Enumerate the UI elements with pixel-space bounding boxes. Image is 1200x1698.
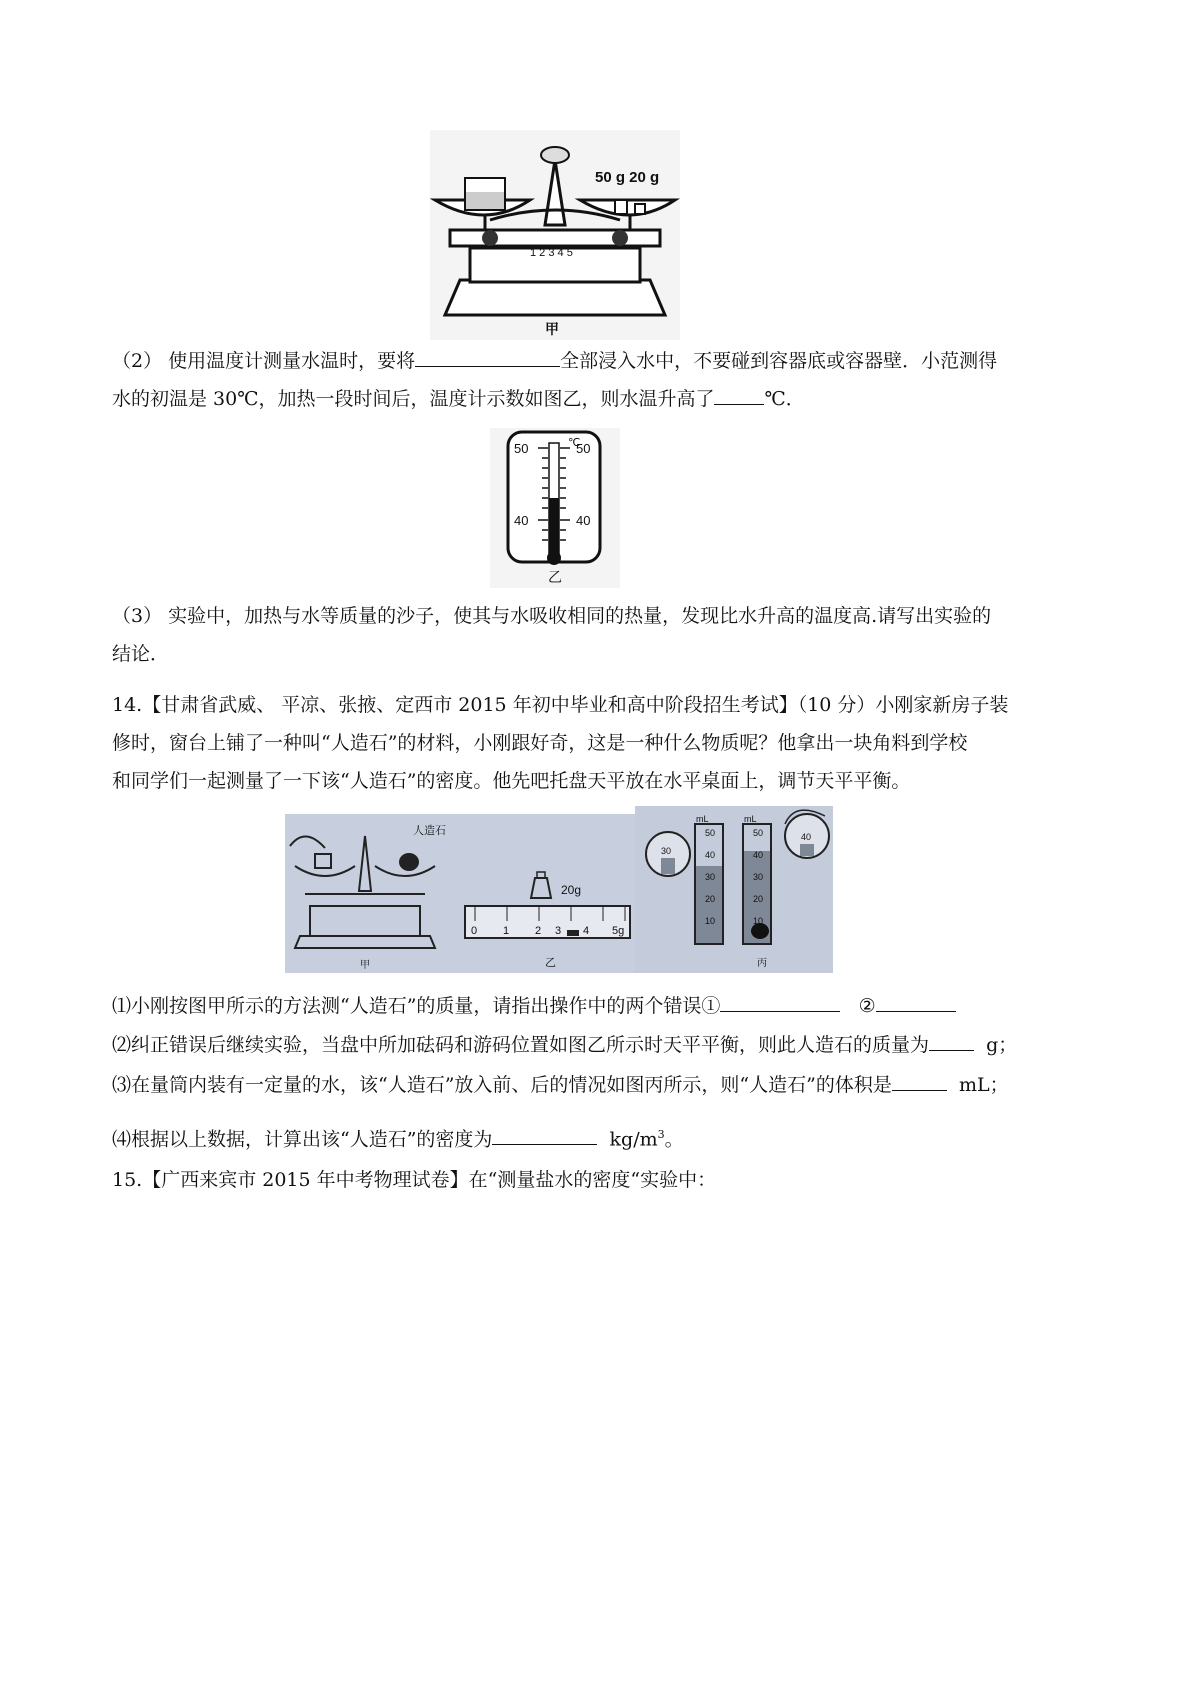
figure-q14-experiment [285, 806, 833, 973]
caption-q14-yi: 乙 [545, 956, 556, 969]
ruler-tick-0: 0 [471, 925, 478, 937]
ruler-tick-1: 1 [503, 925, 510, 937]
q14-line2: 修时，窗台上铺了一种叫“人造石”的材料，小刚跟好奇，这是一种什么物质呢？他拿出一块角料到学校 [112, 732, 968, 754]
q14-sub4: ⑷根据以上数据，计算出该“人造石”的密度为 $kg/m^3$。 [112, 1128, 684, 1151]
thermo-unit: ℃ [568, 436, 581, 449]
answer-blank-density[interactable] [492, 1126, 597, 1145]
ruler-tick-5g: 5g [612, 925, 625, 937]
thermo-tick-50-right: 50 [576, 441, 591, 456]
cyl-right-tick-10: 10 [753, 916, 764, 926]
q13-2-line1: （2） 使用温度计测量水温时，要将 全部浸入水中，不要碰到容器底或容器壁．小范测得 [112, 350, 998, 372]
q15-line1: 15.【广西来宾市 2015 年中考物理试卷】在“测量盐水的密度“实验中： [112, 1169, 717, 1191]
cyl-left-tick-10: 10 [705, 916, 716, 926]
cyl-unit-left: mL [696, 814, 709, 824]
thermo-tick-50-left: 50 [514, 441, 529, 456]
answer-blank-mass[interactable] [929, 1032, 974, 1051]
cyl-left-tick-20: 20 [705, 894, 716, 904]
answer-blank-error-1[interactable] [720, 993, 840, 1012]
scale-numbers: 1 2 3 4 5 [530, 247, 573, 259]
q14-line1: 14.【甘肃省武威、 平凉、张掖、定西市 2015 年初中毕业和高中阶段招生考试】（10 分）小刚家新房子装 [112, 694, 1009, 716]
q13-3-line2: 结论． [112, 643, 170, 665]
caption-q14-bing: 丙 [757, 958, 767, 969]
cyl-right-tick-50: 50 [753, 828, 764, 838]
q13-2-line2: 水的初温是 30℃，加热一段时间后，温度计示数如图乙，则水温升高了 ℃． [112, 388, 805, 410]
zoom-right-40: 40 [801, 832, 812, 842]
weights-label: 50 g 20 g [595, 169, 660, 186]
answer-blank-temp-rise[interactable] [714, 386, 764, 405]
q14-sub2: ⑵纠正错误后继续实验，当盘中所加砝码和游码位置如图乙所示时天平平衡，则此人造石的质量为 g； [112, 1034, 1018, 1056]
cyl-left-tick-40: 40 [705, 850, 716, 860]
cyl-left-tick-30: 30 [705, 872, 716, 882]
answer-blank-volume[interactable] [892, 1072, 947, 1091]
ruler-tick-4: 4 [583, 925, 590, 937]
figure-balance-jia [430, 130, 680, 340]
q13-3-line1: （3） 实验中，加热与水等质量的沙子，使其与水吸收相同的热量，发现比水升高的温度高.请写出实验的 [112, 605, 992, 627]
cyl-right-tick-30: 30 [753, 872, 764, 882]
cyl-unit-right: mL [744, 814, 757, 824]
cyl-right-tick-20: 20 [753, 894, 764, 904]
q14-line3: 和同学们一起测量了一下该“人造石”的密度。他先吧托盘天平放在水平桌面上，调节天平平衡。 [112, 770, 911, 792]
answer-blank-part[interactable] [415, 348, 560, 367]
caption-q14-jia: 甲 [360, 960, 370, 971]
ruler-tick-2: 2 [535, 925, 542, 937]
ruler-tick-3: 3 [555, 925, 562, 937]
q14-sub3: ⑶在量筒内装有一定量的水，该“人造石”放入前、后的情况如图丙所示，则“人造石”的体积是 mL； [112, 1074, 1009, 1096]
q14-sub1: ⑴小刚按图甲所示的方法测“人造石”的质量，请指出操作中的两个错误① ② [112, 993, 956, 1019]
stone-label: 人造石 [413, 824, 446, 837]
cyl-left-tick-50: 50 [705, 828, 716, 838]
cyl-right-tick-40: 40 [753, 850, 764, 860]
figure-caption-jia: 甲 [545, 322, 559, 338]
figure-thermometer-yi [490, 428, 620, 588]
weight-label-20g: 20g [561, 883, 582, 897]
zoom-left-30: 30 [661, 846, 672, 856]
thermo-tick-40-right: 40 [576, 513, 591, 528]
answer-blank-error-2[interactable] [876, 993, 956, 1012]
thermo-tick-40-left: 40 [514, 513, 529, 528]
figure-caption-yi: 乙 [548, 570, 562, 586]
